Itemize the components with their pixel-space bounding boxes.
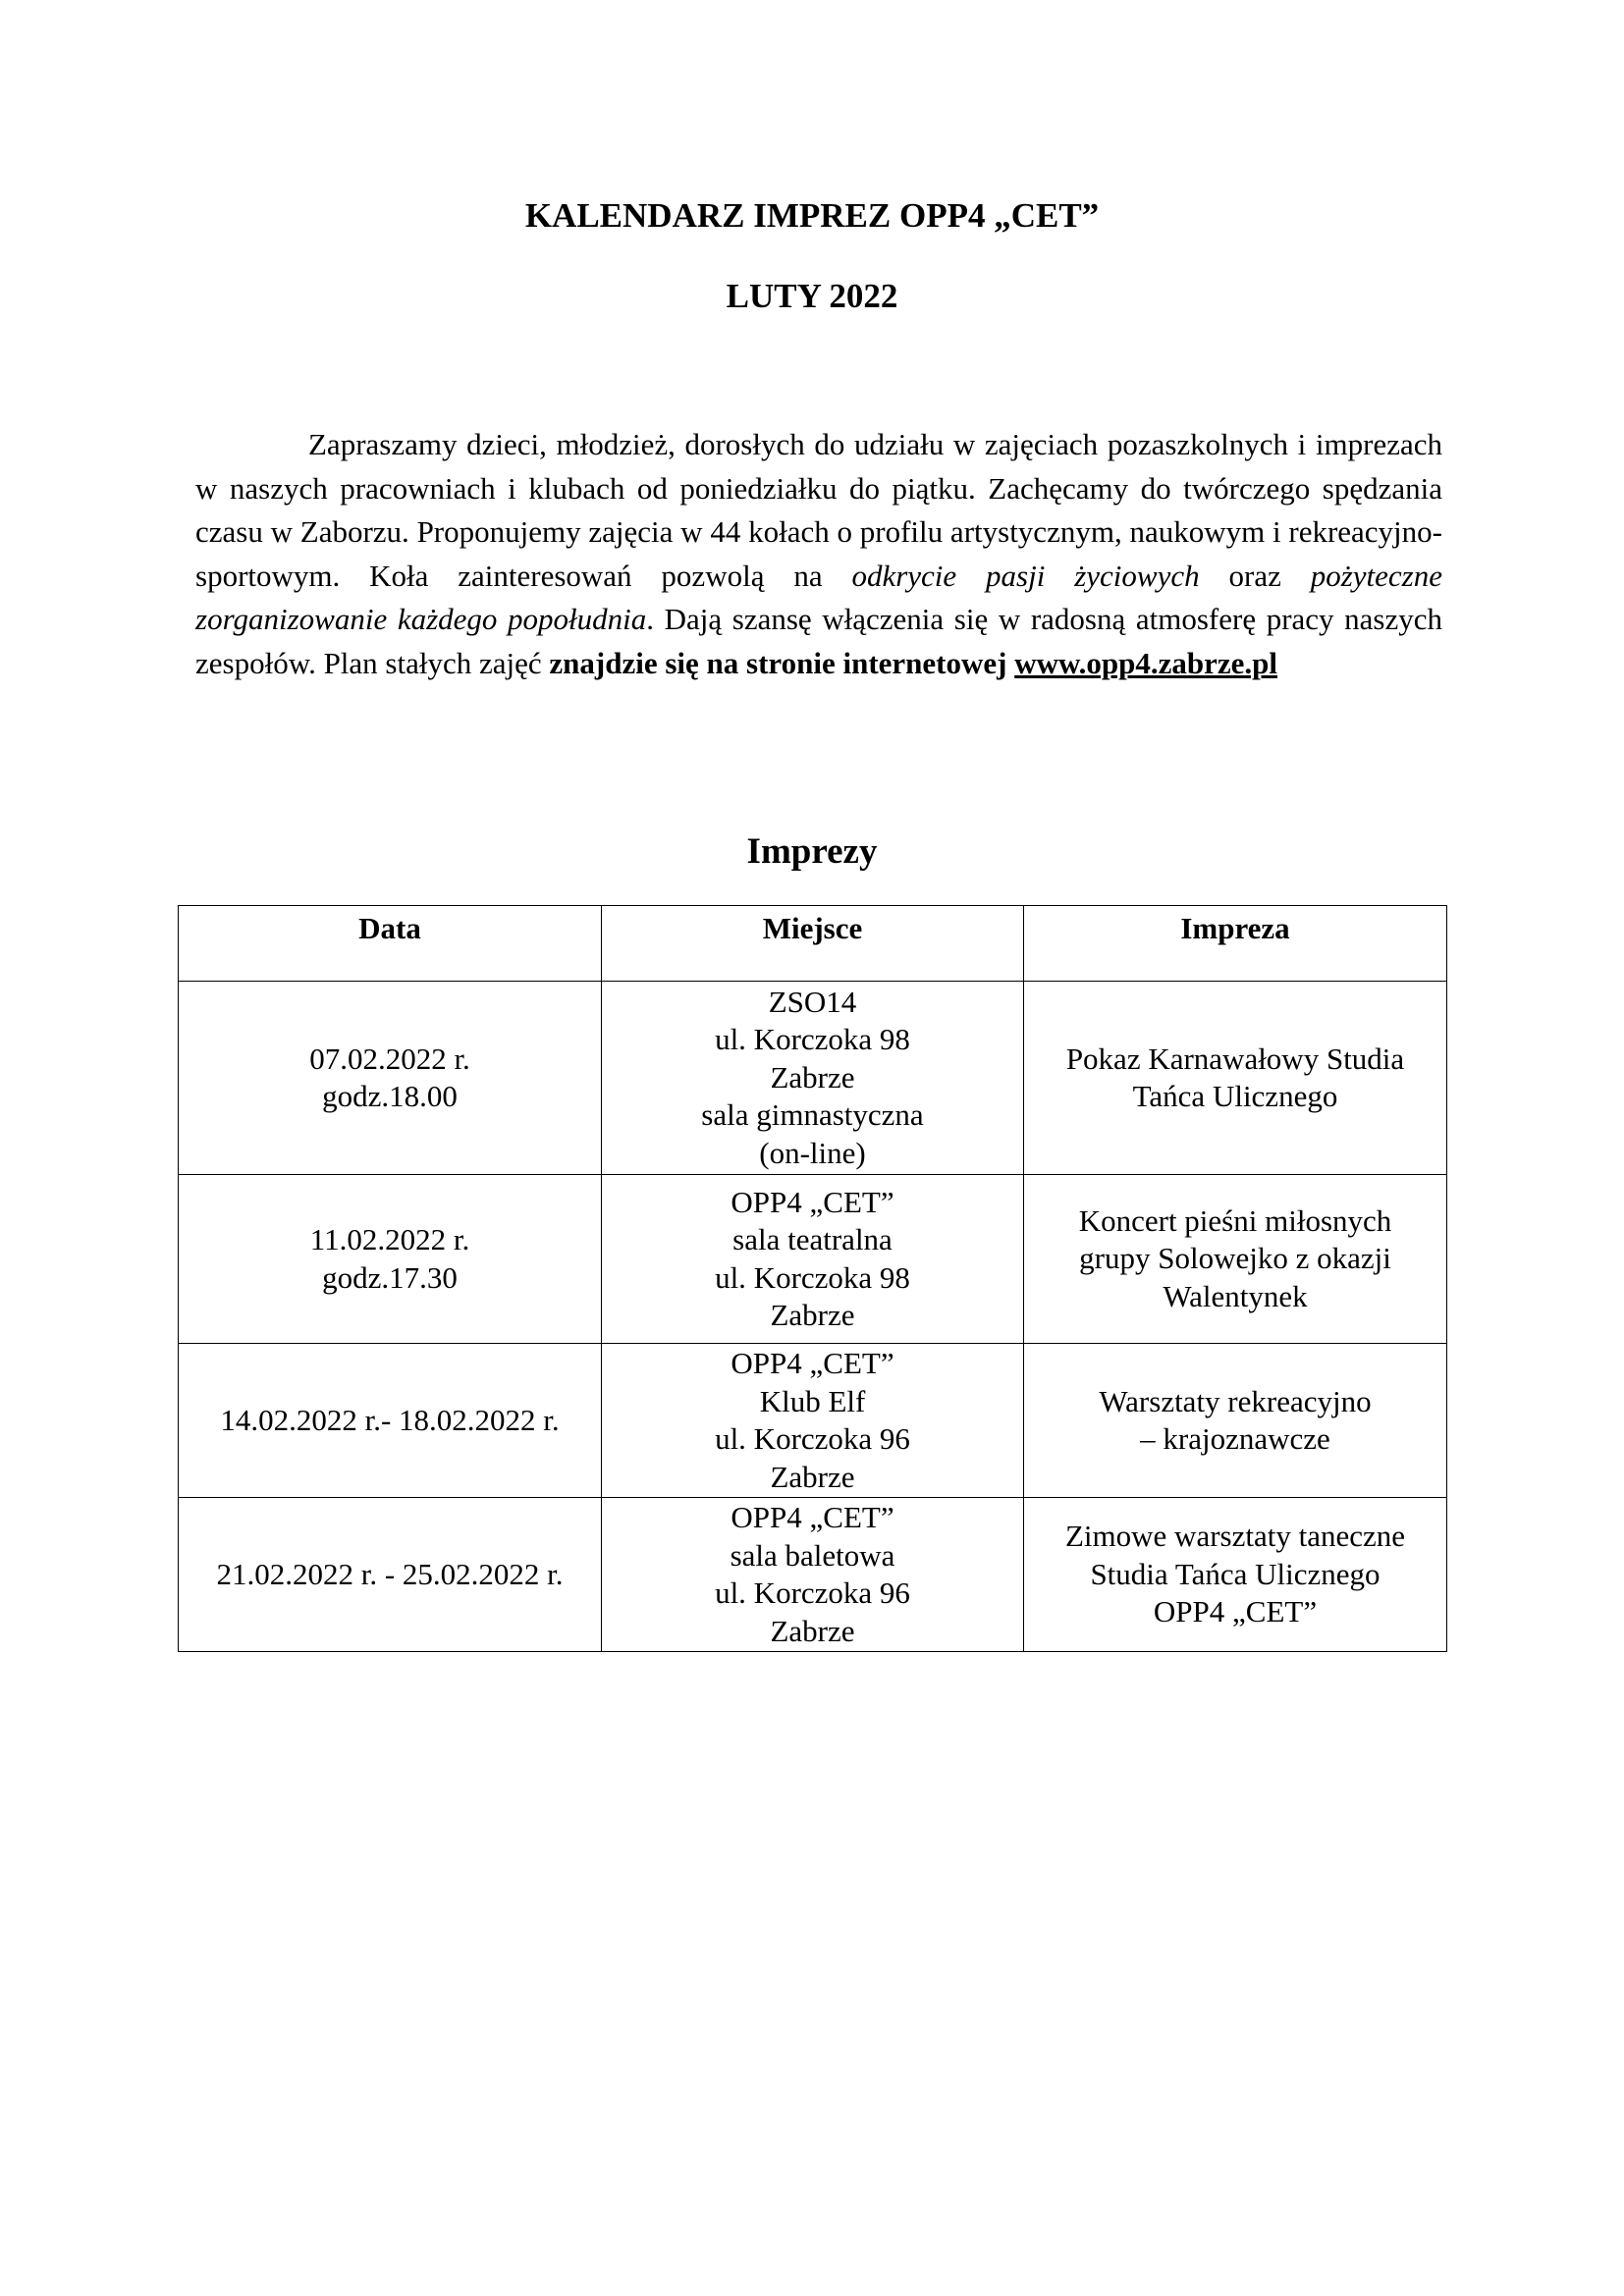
cell-event: [1024, 1498, 1447, 1652]
website-link[interactable]: www.opp4.zabrze.pl: [1014, 645, 1278, 680]
cell-date-line: 07.02.2022 r.: [309, 1041, 470, 1076]
cell-date: [179, 1344, 602, 1498]
cell-date-line: 11.02.2022 r.: [309, 1222, 470, 1256]
cell-event-line: Tańca Ulicznego: [1132, 1079, 1338, 1113]
cell-event-line: Zimowe warsztaty taneczne: [1065, 1519, 1405, 1554]
cell-date: [179, 982, 602, 1175]
cell-place-line: OPP4 „CET”: [731, 1346, 894, 1380]
cell-event-line: Warsztaty rekreacyjno: [1099, 1383, 1372, 1418]
cell-place-line: Klub Elf: [759, 1383, 866, 1418]
cell-event-line: Pokaz Karnawałowy Studia: [1065, 1041, 1405, 1076]
section-title: Imprezy: [746, 831, 878, 872]
cell-place-line: ul. Korczoka 98: [715, 1259, 910, 1295]
cell-place-line: sala gimnastyczna: [701, 1097, 924, 1133]
events-table: [178, 905, 1447, 1652]
cell-place: [602, 1498, 1024, 1652]
intro-bold-text: znajdzie się na stronie internetowej: [549, 645, 1015, 680]
cell-event-line: Koncert pieśni miłosnych: [1078, 1202, 1392, 1238]
cell-place-line: (on-line): [759, 1135, 866, 1170]
column-header-date: Data: [179, 906, 602, 982]
cell-place-line: Zabrze: [770, 1459, 855, 1494]
cell-date-line: godz.17.30: [322, 1259, 458, 1295]
table-row: [179, 982, 1447, 1175]
cell-date-line: godz.18.00: [322, 1079, 458, 1113]
cell-place-line: ul. Korczoka 96: [715, 1575, 910, 1610]
cell-event-line: – krajoznawcze: [1140, 1421, 1330, 1456]
cell-date-line: 21.02.2022 r. - 25.02.2022 r.: [216, 1556, 564, 1591]
cell-event: [1024, 982, 1447, 1175]
cell-place: [602, 1344, 1024, 1498]
cell-date: [179, 1498, 602, 1652]
table-row: [179, 1498, 1447, 1652]
cell-date: [179, 1175, 602, 1344]
cell-place-line: ZSO14: [768, 984, 857, 1019]
column-header-event: Impreza: [1024, 906, 1447, 982]
cell-date-line: 14.02.2022 r.- 18.02.2022 r.: [220, 1402, 560, 1437]
cell-place-line: Zabrze: [770, 1059, 855, 1095]
cell-place-line: sala baletowa: [730, 1537, 895, 1573]
intro-italic-2: pożyteczne zorganizowanie każdego popołudnia: [195, 558, 1442, 636]
cell-place-line: OPP4 „CET”: [731, 1184, 894, 1219]
cell-place-line: Zabrze: [770, 1613, 855, 1648]
table-row: [179, 1344, 1447, 1498]
cell-event: [1024, 1175, 1447, 1344]
cell-place-line: OPP4 „CET”: [731, 1500, 894, 1534]
cell-place-line: sala teatralna: [732, 1222, 893, 1256]
intro-text-1: Zapraszamy dzieci, młodzież, dorosłych do udziału w zajęciach pozaszkolnych i imprezach w naszych pracowniach i klubach od poniedziałku do piątku. Zachęcamy do twórczego spędzania czasu w Zaborzu. Proponujemy zajęcia w 44 kołach o profilu artystycznym, naukowym i rekreacyjno-sportowym. Koła zainteresowań pozwolą na: [195, 427, 1442, 593]
intro-text-2: oraz: [1199, 558, 1311, 593]
document-subtitle: LUTY 2022: [726, 277, 898, 315]
cell-place-line: Zabrze: [770, 1298, 855, 1332]
document-title: KALENDARZ IMPREZ OPP4 „CET”: [524, 196, 1100, 235]
cell-place-line: ul. Korczoka 96: [715, 1421, 910, 1456]
cell-place: [602, 1175, 1024, 1344]
cell-event-line: Studia Tańca Ulicznego: [1090, 1556, 1380, 1591]
cell-place-line: ul. Korczoka 98: [715, 1022, 910, 1057]
cell-place: [602, 982, 1024, 1175]
intro-italic-1: odkrycie pasji życiowych: [851, 558, 1200, 593]
cell-event-line: grupy Solowejko z okazji: [1079, 1241, 1391, 1276]
column-header-place: Miejsce: [602, 906, 1024, 982]
cell-event: [1024, 1344, 1447, 1498]
table-header-row: [179, 906, 1447, 982]
intro-text-3: . Dają szansę włączenia się w radosną atmosferę pracy naszych zespołów. Plan stałych zajęć: [195, 602, 1442, 680]
table-row: [179, 1175, 1447, 1344]
cell-event-line: OPP4 „CET”: [1153, 1594, 1318, 1629]
intro-paragraph: [195, 423, 1442, 685]
cell-event-line: Walentynek: [1163, 1278, 1308, 1313]
